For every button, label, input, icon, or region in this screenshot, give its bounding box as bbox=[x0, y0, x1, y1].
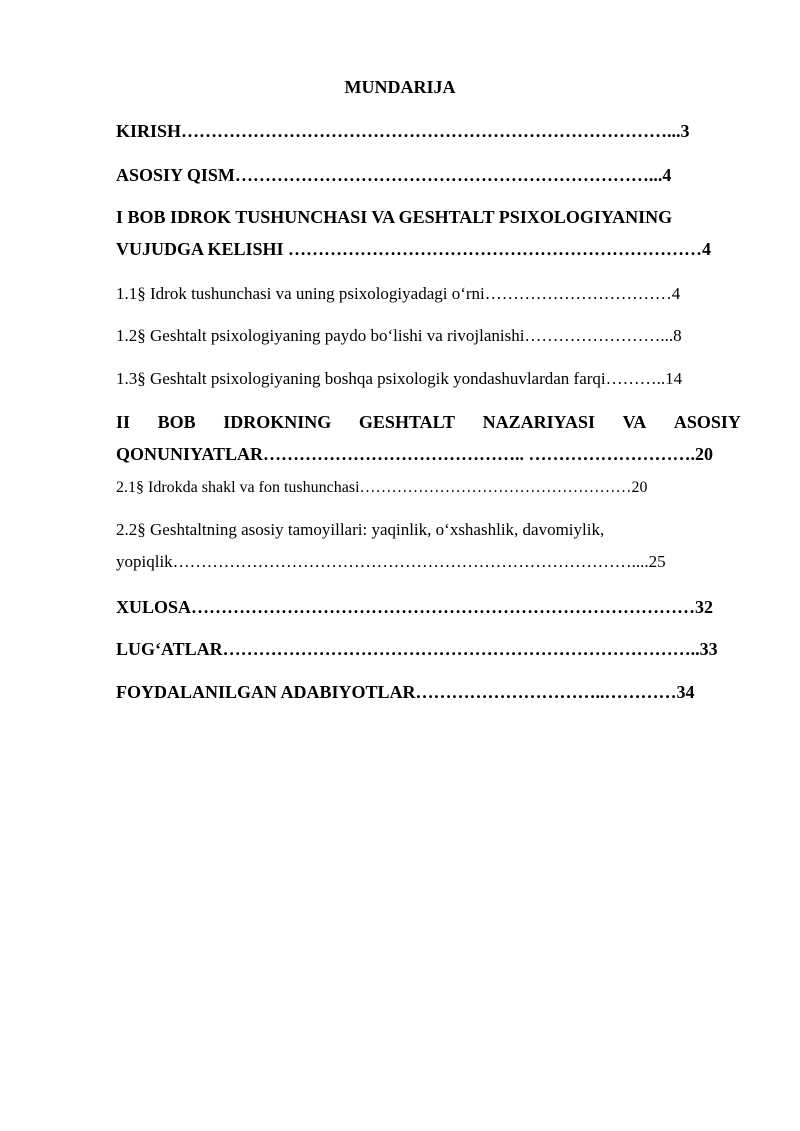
toc-entry-xulosa: XULOSA…………………………………………………………………………32 bbox=[116, 597, 714, 617]
chapter2-word: VA bbox=[622, 412, 647, 432]
page-title: MUNDARIJA bbox=[344, 77, 456, 97]
toc-entry-adabiyotlar: FOYDALANILGAN ADABIYOTLAR…………………………..…………34 bbox=[116, 682, 695, 702]
toc-entry-2-2-line2: yopiqlik………………………………………………………………………....25 bbox=[116, 552, 666, 571]
toc-entry-chapter2-line2: QONUNIYATLAR…………………………………….. ……………………….20 bbox=[116, 444, 714, 464]
toc-entry-asosiy-qism: ASOSIY QISM……………………………………………………………...4 bbox=[116, 165, 672, 185]
toc-entry-chapter1-line2: VUJUDGA KELISHI ……………………………………………………………4 bbox=[116, 239, 712, 259]
chapter2-word: GESHTALT bbox=[358, 412, 455, 432]
chapter2-word: IDROKNING bbox=[223, 412, 332, 432]
toc-entry-1-3: 1.3§ Geshtalt psixologiyaning boshqa psixologik yondashuvlardan farqi………..14 bbox=[116, 369, 683, 388]
toc-entry-chapter2-line1 bbox=[116, 411, 741, 433]
chapter2-word: II bbox=[116, 412, 131, 432]
toc-entry-1-2: 1.2§ Geshtalt psixologiyaning paydo boʻlishi va rivojlanishi……………………...8 bbox=[116, 326, 682, 345]
chapter2-word: ASOSIY bbox=[673, 412, 741, 432]
toc-entry-2-2-line1: 2.2§ Geshtaltning asosiy tamoyillari: yaqinlik, oʻxshashlik, davomiylik, bbox=[116, 520, 605, 539]
toc-entry-2-1: 2.1§ Idrokda shakl va fon tushunchasi……………………………………………20 bbox=[116, 479, 648, 496]
toc-entry-lugatlar: LUGʻATLAR……………………………………………………………………..33 bbox=[116, 639, 718, 659]
toc-entry-kirish: KIRISH………………………………………………………………………...3 bbox=[116, 121, 690, 141]
toc-entry-chapter1-line1: I BOB IDROK TUSHUNCHASI VA GESHTALT PSIXOLOGIYANING bbox=[116, 207, 673, 227]
toc-entry-1-1: 1.1§ Idrok tushunchasi va uning psixologiyadagi oʻrni……………………………4 bbox=[116, 284, 681, 303]
chapter2-word: NAZARIYASI bbox=[482, 412, 595, 432]
chapter2-word: BOB bbox=[157, 412, 196, 432]
